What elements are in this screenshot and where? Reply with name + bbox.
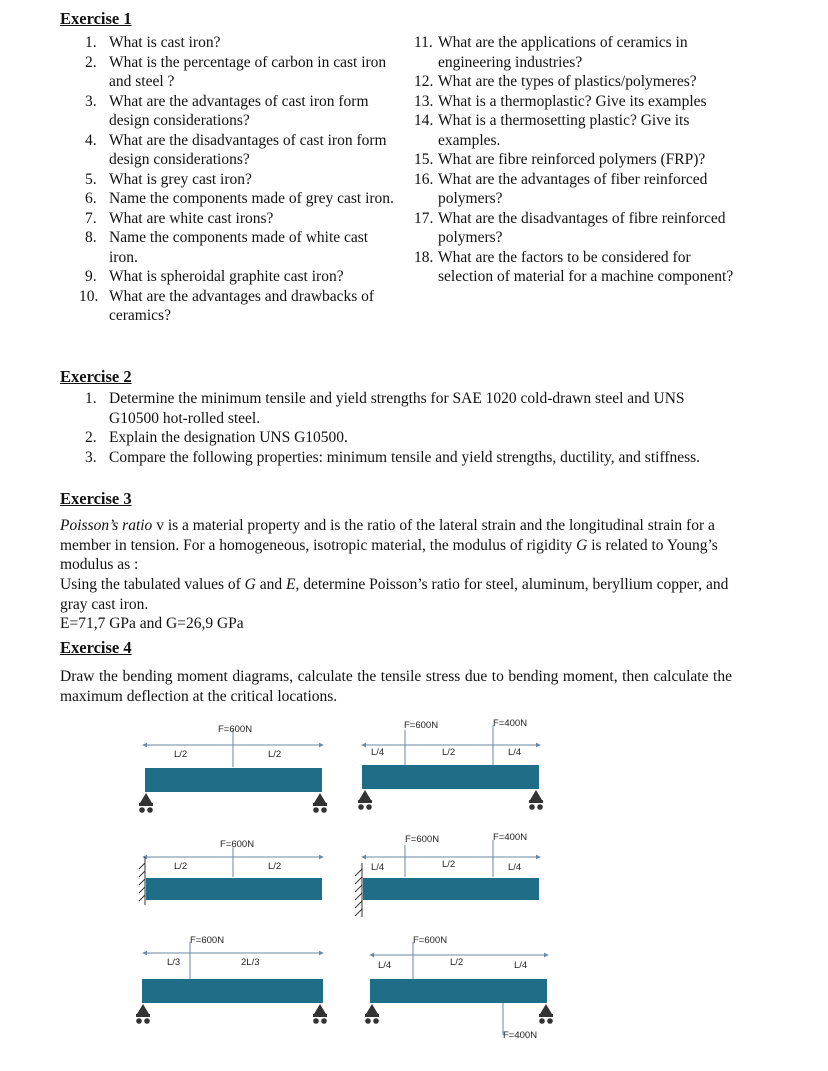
exercise-3-values: E=71,7 GPa and G=26,9 GPa: [60, 615, 244, 632]
dimension-label: L/4: [508, 862, 522, 873]
question-6: 6. Name the components made of grey cast iron.: [85, 190, 394, 207]
dimension-label: L/4: [371, 862, 385, 873]
dimension-label: L/2: [268, 749, 282, 760]
beam-bar: [363, 878, 539, 900]
force-label: F=600N: [220, 839, 255, 850]
question-1: 1. What is cast iron?: [85, 34, 221, 51]
force-label: F=400N: [493, 832, 528, 843]
question-2: 2. What is the percentage of carbon in cast iron and steel ?: [85, 53, 387, 90]
exercise-1-left-column: [79, 33, 395, 326]
question-18: 18. What are the factors to be considered for selection of material for a machine component?: [414, 248, 734, 285]
question-3: 3. What are the advantages of cast iron form design considerations?: [85, 92, 369, 129]
exercise-3-heading: Exercise 3: [60, 489, 132, 508]
dimension-label: L/3: [167, 957, 181, 968]
dimension-label: L/4: [378, 960, 392, 971]
force-label: F=400N: [493, 718, 528, 729]
exercise-3-paragraph-1: Poisson’s ratio v is a material property and is the ratio of the lateral strain and the longitudinal strain for a member in tension. For a homogeneous, isotropic material, the modulus of rigidity G is related to Young’s modulus as :: [60, 517, 718, 573]
beam-diagrams: [0, 705, 828, 1055]
question-16: 16. What are the advantages of fiber reinforced polymers?: [414, 170, 708, 207]
question-4: 4. What are the disadvantages of cast iron form design considerations?: [85, 131, 387, 168]
pin-support-icon: [358, 790, 372, 810]
beam-bar: [362, 765, 539, 789]
exercise-2-questions: [85, 389, 735, 467]
question-11: 11. What are the applications of ceramics in engineering industries?: [414, 34, 688, 71]
pin-support-icon: [529, 790, 543, 810]
beam-diagram-3: [139, 839, 323, 905]
force-label: F=600N: [405, 834, 440, 845]
pin-support-icon: [539, 1004, 553, 1024]
ex2-question-3: 3. Compare the following properties: minimum tensile and yield strengths, ductility, and stiffness.: [85, 448, 701, 466]
question-17: 17. What are the disadvantages of fibre reinforced polymers?: [414, 209, 726, 246]
dimension-label: L/4: [514, 960, 528, 971]
beam-diagram-5: [136, 935, 327, 1024]
beam-diagram-2: [358, 718, 543, 810]
pin-support-icon: [136, 1004, 150, 1024]
exercise-4-heading: Exercise 4: [60, 638, 132, 657]
dimension-label: L/2: [268, 861, 282, 872]
beam-diagram-4: [355, 832, 540, 917]
beam-diagram-6: [365, 935, 553, 1041]
dimension-label: L/2: [450, 957, 464, 968]
question-14: 14. What is a thermosetting plastic? Give its examples.: [414, 112, 690, 149]
beam-bar: [142, 979, 323, 1003]
question-5: 5. What is grey cast iron?: [85, 170, 252, 188]
pin-support-icon: [139, 793, 153, 813]
question-13: 13. What is a thermoplastic? Give its examples: [414, 92, 707, 110]
exercise-2-heading: Exercise 2: [60, 367, 132, 386]
force-label: F=600N: [218, 724, 253, 735]
dimension-label: L/4: [508, 747, 522, 758]
dimension-label: L/4: [371, 747, 385, 758]
dimension-label: L/2: [442, 747, 456, 758]
question-15: 15. What are fibre reinforced polymers (FRP)?: [414, 151, 706, 168]
fixed-support-icon: [139, 857, 145, 905]
pin-support-icon: [313, 793, 327, 813]
ex2-question-2: 2. Explain the designation UNS G10500.: [85, 429, 348, 446]
question-10: 10. What are the advantages and drawbacks of ceramics?: [79, 287, 375, 324]
question-8: 8. Name the components made of white cast iron.: [85, 229, 369, 266]
force-label: F=600N: [404, 720, 439, 731]
dimension-label: L/2: [442, 859, 456, 870]
beam-bar: [370, 979, 547, 1003]
exercise-1-right-column: [414, 33, 734, 287]
exercise-3-paragraph-2: Using the tabulated values of G and E, determine Poisson’s ratio for steel, aluminum, beryllium copper, and gray cast iron.: [60, 576, 729, 613]
exercise-4-paragraph: Draw the bending moment diagrams, calculate the tensile stress due to bending moment, then calculate the maximum deflection at the critical locations.: [60, 668, 732, 705]
fixed-support-icon: [355, 863, 362, 917]
dimension-label: L/2: [174, 861, 188, 872]
question-9: 9. What is spheroidal graphite cast iron?: [85, 268, 344, 285]
pin-support-icon: [313, 1004, 327, 1024]
ex2-question-1: 1. Determine the minimum tensile and yield strengths for SAE 1020 cold-drawn steel and UNS G10500 hot-rolled steel.: [85, 390, 685, 427]
force-label: F=600N: [413, 935, 448, 946]
force-label: F=400N: [503, 1030, 538, 1041]
dimension-label: 2L/3: [241, 957, 260, 968]
beam-diagram-1: [139, 724, 327, 813]
force-label: F=600N: [190, 935, 225, 946]
dimension-label: L/2: [174, 749, 188, 760]
question-7: 7. What are white cast irons?: [85, 209, 274, 227]
question-12: 12. What are the types of plastics/polymeres?: [414, 73, 697, 90]
exercise-1-heading: Exercise 1: [60, 9, 132, 28]
pin-support-icon: [365, 1004, 379, 1024]
beam-bar: [145, 768, 322, 792]
beam-bar: [146, 878, 322, 900]
